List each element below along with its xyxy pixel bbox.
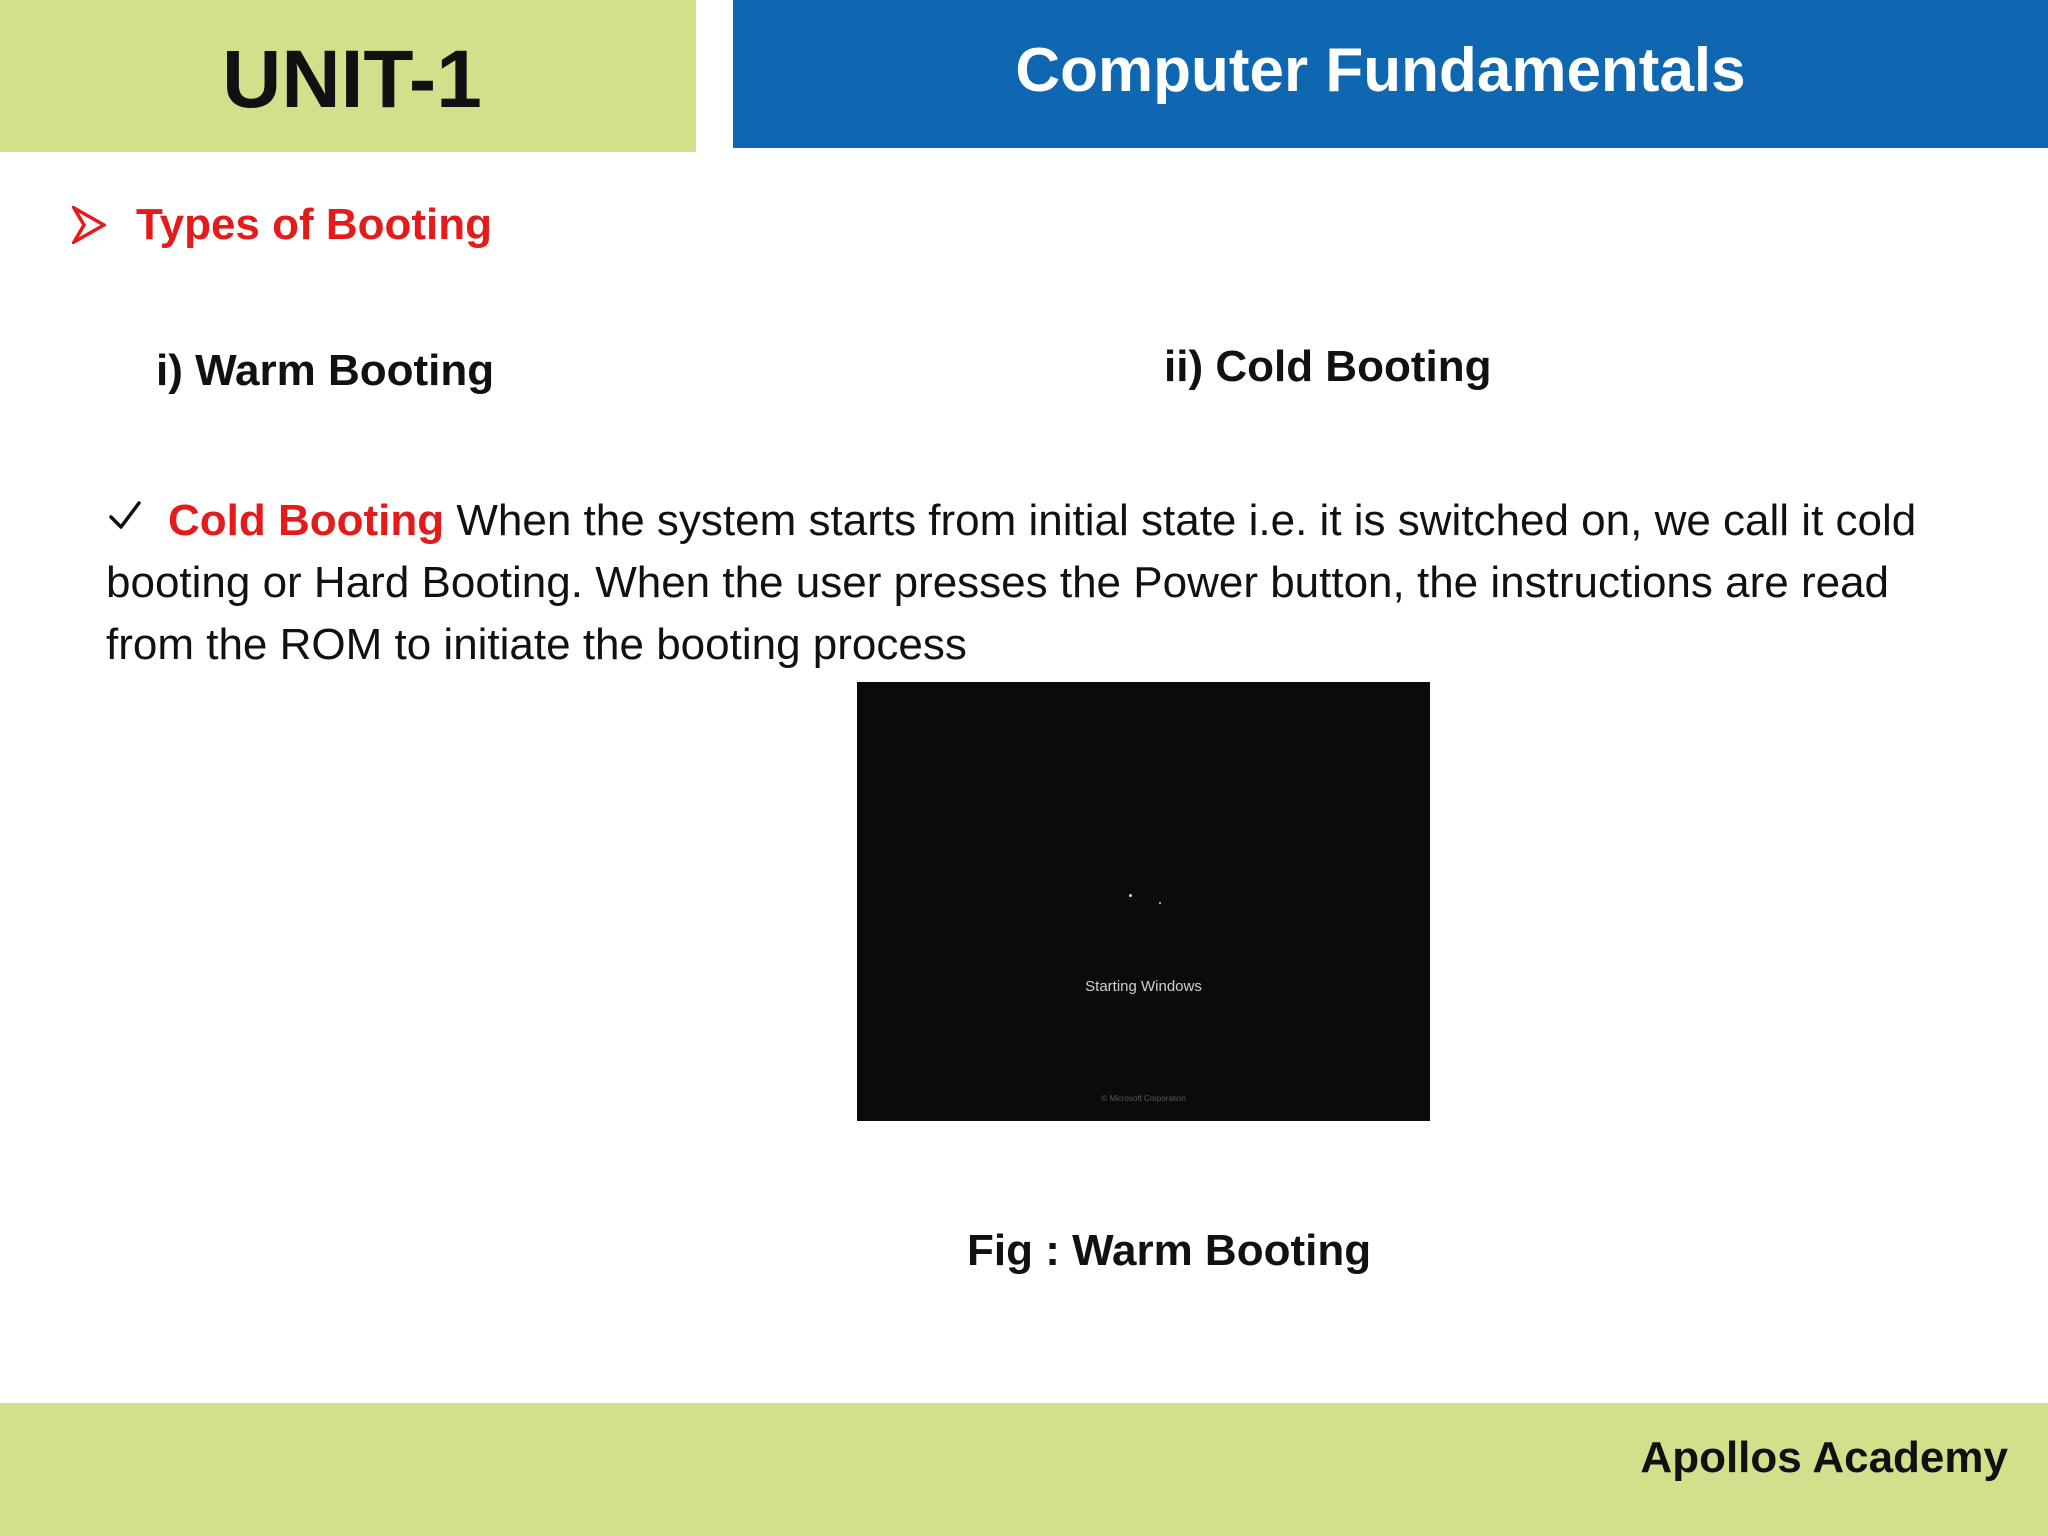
description-term: Cold Booting [168,496,445,545]
type-cold-booting: ii) Cold Booting [1164,342,1492,391]
loading-dot [1159,902,1161,904]
description-text: When the system starts from initial state i.e. it is switched on, we call it cold booting or Hard Booting. When the user presses the Power button, the instructions are read from the ROM to initiate the booting process [106,496,1917,669]
unit-title: UNIT-1 [222,34,482,125]
figure-caption: Fig : Warm Booting [967,1226,1372,1275]
boot-status-text: Starting Windows [1085,978,1202,995]
boot-screen-image [857,682,1430,1121]
checkmark-icon [108,499,142,533]
description-paragraph [106,490,1986,676]
boot-copyright-text: © Microsoft Corporation [1101,1094,1186,1103]
type-warm-booting: i) Warm Booting [156,346,495,395]
course-banner [733,0,2048,148]
unit-banner [0,0,696,152]
arrow-bullet-icon [72,206,106,244]
section-heading [72,200,492,250]
footer-bar [0,1403,2048,1536]
footer-brand: Apollos Academy [1640,1433,2008,1482]
course-title: Computer Fundamentals [1015,35,1746,105]
loading-dot [1129,894,1132,897]
section-title: Types of Booting [136,200,493,249]
